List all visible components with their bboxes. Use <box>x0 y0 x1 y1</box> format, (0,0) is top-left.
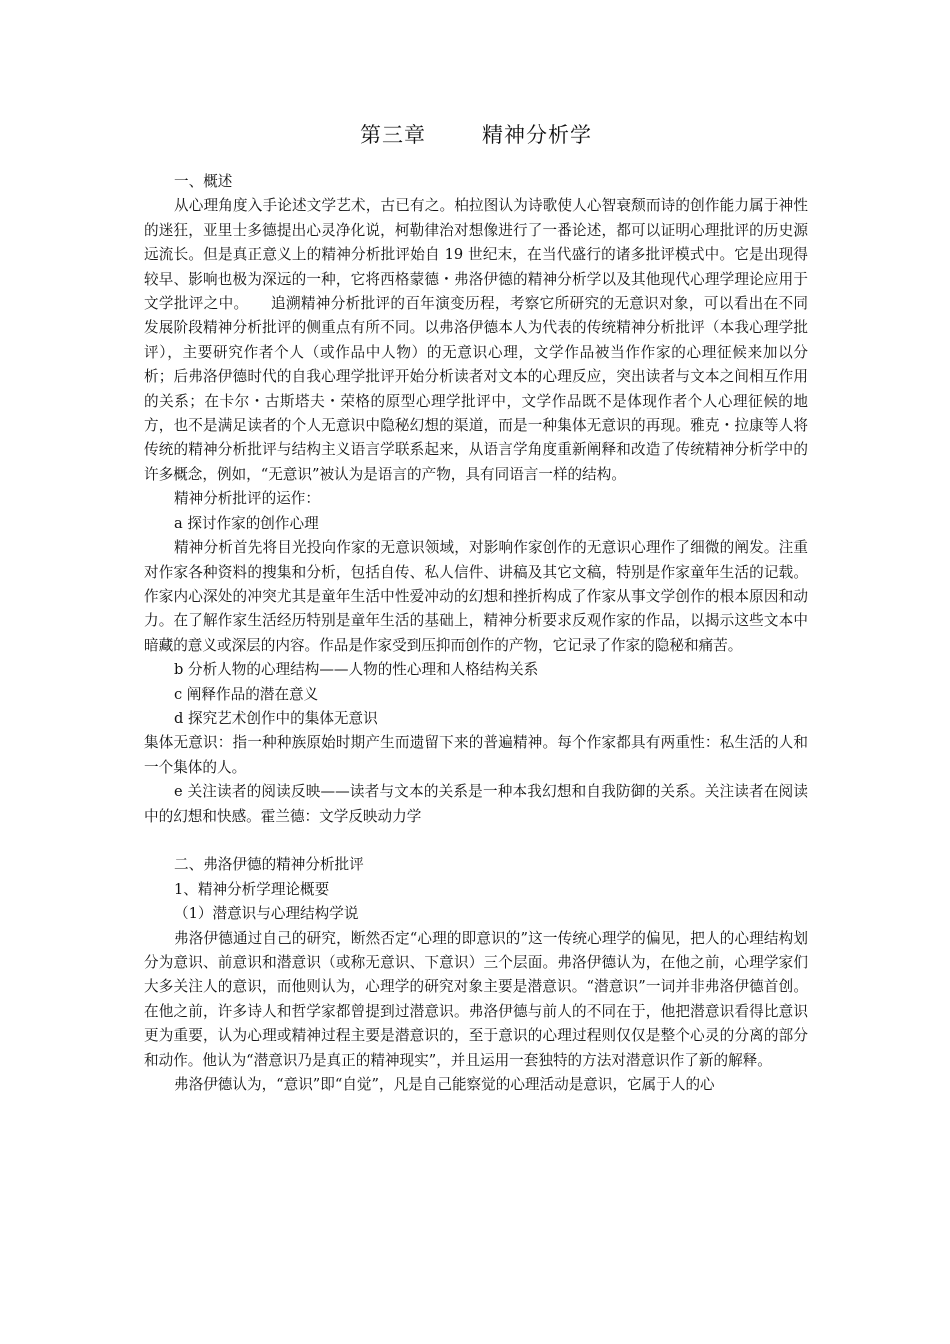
list-item-e: e 关注读者的阅读反映——读者与文本的关系是一种本我幻想和自我防御的关系。关注读者在阅读中的幻想和快感。霍兰德：文学反映动力学 <box>144 783 808 825</box>
page-title <box>144 120 808 150</box>
chapter-number: 第三章 <box>360 123 426 147</box>
list-item-b: b 分析人物的心理结构——人物的性心理和人格结构关系 <box>174 661 539 679</box>
subsection-heading-unconscious: （1）潜意识与心理结构学说 <box>174 905 359 923</box>
section-heading-freud: 二、弗洛伊德的精神分析批评 <box>174 856 364 874</box>
list-item-d: d 探究艺术创作中的集体无意识 <box>174 709 378 727</box>
blank-line <box>144 829 808 853</box>
document-body <box>144 120 808 1097</box>
paragraph-operation-heading: 精神分析批评的运作： <box>174 490 320 508</box>
paragraph-author-psychology: 精神分析首先将目光投向作家的无意识领域，对影响作家创作的无意识心理作了细微的阐发。注重对作家各种资料的搜集和分析，包括自传、私人信件、讲稿及其它文稿，特别是作家童年生活的记载。作家内心深处的冲突尤其是童年生活中性爱冲动的幻想和挫折构成了作家从事文学创作的根本原因和动力。在了解作家生活经历特别是童年生活的基础上，精神分析要求反观作家的作品，以揭示这些文本中暗藏的意义或深层的内容。作品是作家受到压抑而创作的产物，它记录了作家的隐秘和痛苦。 <box>144 539 808 654</box>
subsection-heading-theory: 1、精神分析学理论概要 <box>174 880 330 898</box>
section-heading-overview: 一、概述 <box>174 173 233 190</box>
paragraph-intro: 从心理角度入手论述文学艺术，古已有之。柏拉图认为诗歌使人心智衰颓而诗的创作能力属于神性的迷狂，亚里士多德提出心灵净化说，柯勒律治对想像进行了一番论述，都可以证明心理批评的历史源远流长。但是真正意义上的精神分析批评始自 19 世纪末，在当代盛行的诸多批评模式中。它是出现得较早、影响也极为深远的一种，它将西格蒙德・弗洛伊德的精神分析学以及其他现代心理学理论应用于文学批评之中。 追溯精神分析批评的百年演变历程，考察它所研究的无意识对象，可以看出在不同发展阶段精神分析批评的侧重点有所不同。以弗洛伊德本人为代表的传统精神分析批评（本我心理学批评），主要研究作者个人（或作品中人物）的无意识心理，文学作品被当作作家的心理征候来加以分析；后弗洛伊德时代的自我心理学批评开始分析读者对文本的心理反应，突出读者与文本之间相互作用的关系；在卡尔・古斯塔夫・荣格的原型心理学批评中，文学作品既不是体现作者个人心理征候的地方，也不是满足读者的个人无意识中隐秘幻想的渠道，而是一种集体无意识的再现。雅克・拉康等人将传统的精神分析批评与结构主义语言学联系起来，从语言学角度重新阐释和改造了传统精神分析学中的许多概念，例如，“无意识”被认为是语言的产物，具有同语言一样的结构。 <box>144 197 808 483</box>
list-item-c: c 阐释作品的潜在意义 <box>174 685 319 703</box>
chapter-name: 精神分析学 <box>482 123 592 147</box>
list-item-a: a 探讨作家的创作心理 <box>174 514 319 532</box>
paragraph-consciousness: 弗洛伊德认为，“意识”即“自觉”，凡是自己能察觉的心理活动是意识，它属于人的心 <box>174 1076 715 1094</box>
paragraph-collective-unconscious: 集体无意识：指一种种族原始时期产生而遗留下来的普遍精神。每个作家都具有两重性：私生活的人和一个集体的人。 <box>144 734 808 776</box>
paragraph-unconscious-theory: 弗洛伊德通过自己的研究，断然否定“心理的即意识的”这一传统心理学的偏见，把人的心理结构划分为意识、前意识和潜意识（或称无意识、下意识）三个层面。弗洛伊德认为，在他之前，心理学家们大多关注人的意识，而他则认为，心理学的研究对象主要是潜意识。“潜意识”一词并非弗洛伊德首创。在他之前，许多诗人和哲学家都曾提到过潜意识。弗洛伊德与前人的不同在于，他把潜意识看得比意识更为重要，认为心理或精神过程主要是潜意识的，至于意识的心理过程则仅仅是整个心灵的分离的部分和动作。他认为“潜意识乃是真正的精神现实”，并且运用一套独特的方法对潜意识作了新的解释。 <box>144 929 808 1069</box>
